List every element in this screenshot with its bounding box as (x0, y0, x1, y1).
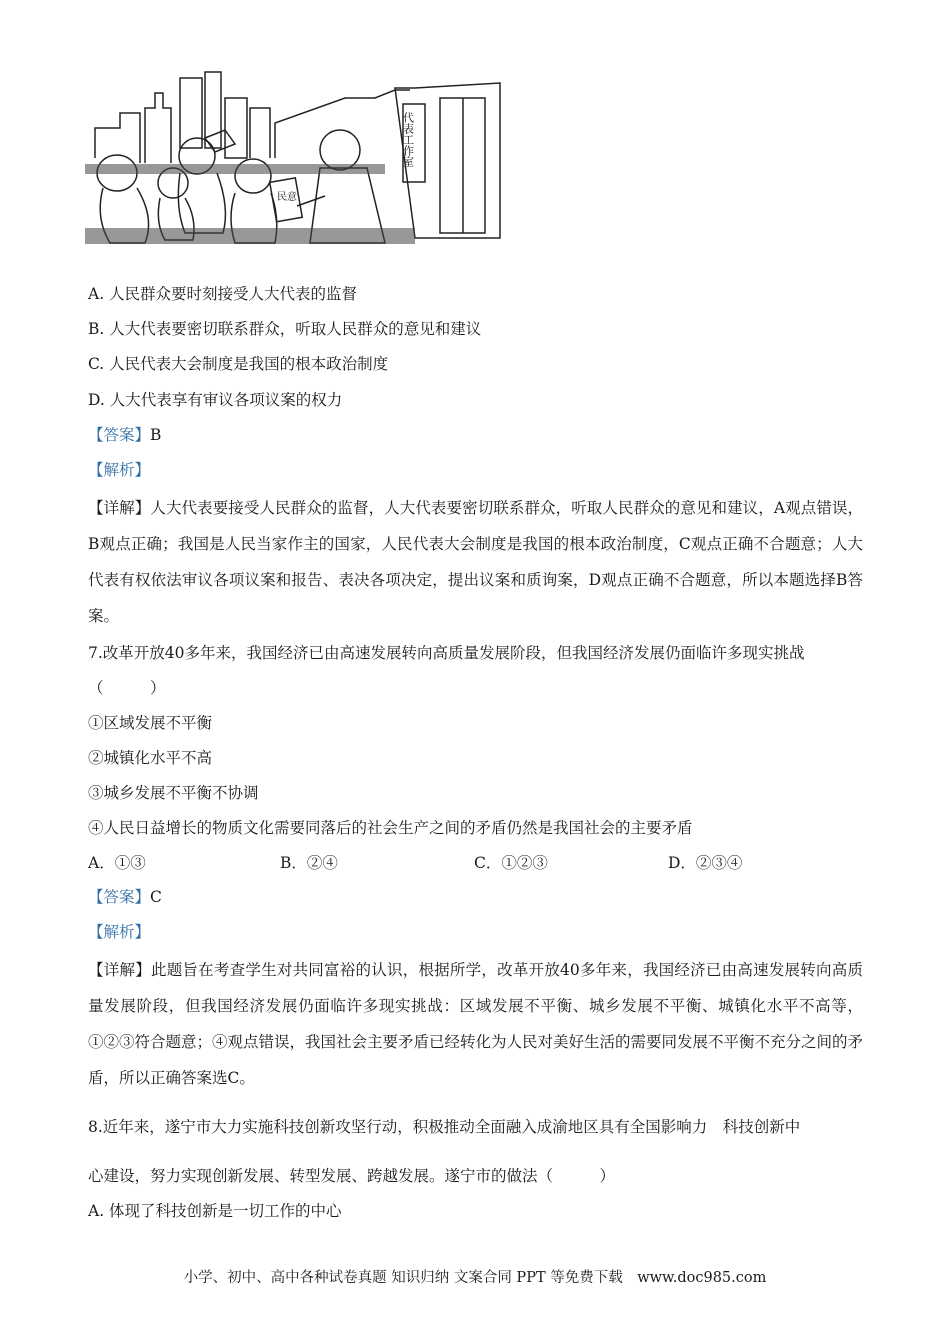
q6-option-c: C. 人民代表大会制度是我国的根本政治制度 (88, 355, 389, 373)
q7-analysis-tag (88, 925, 150, 941)
q8-option-a: A. 体现了科技创新是一切工作的中心 (88, 1202, 342, 1220)
q6-detail (88, 490, 863, 634)
q6-answer: B (150, 426, 162, 444)
q7-item-3: ③城乡发展不平衡不协调 (88, 784, 259, 802)
answer-tag: 【答案】 (88, 888, 151, 906)
q6-analysis-tag (88, 463, 150, 479)
q7-option-b: B．②④ (280, 854, 338, 872)
q8-stem-line1: 8.近年来，遂宁市大力实施科技创新攻坚行动，积极推动全面融入成渝地区具有全国影响力 科技创新中 (88, 1118, 801, 1136)
q6-option-d: D. 人大代表享有审议各项议案的权力 (88, 391, 343, 409)
q6-option-a: A. 人民群众要时刻接受人大代表的监督 (88, 285, 358, 303)
analysis-tag: 【解析】 (88, 461, 151, 479)
analysis-tag: 【解析】 (88, 923, 151, 941)
detail-tag: 【详解】 (88, 499, 151, 517)
page-footer: 小学、初中、高中各种试卷真题 知识归纳 文案合同 PPT 等免费下载 www.doc985.com (183, 1270, 767, 1286)
cartoon-illustration (85, 68, 505, 248)
q6-detail-text: 人大代表要接受人民群众的监督，人大代表要密切联系群众，听取人民群众的意见和建议，A观点错误，B观点正确；我国是人民当家作主的国家，人民代表大会制度是我国的根本政治制度，C观点正确不合题意；人大代表有权依法审议各项议案和报告、表决各项决定，提出议案和质询案，D观点正确不合题意，所以本题选择B答案。 (88, 499, 863, 625)
q7-stem: 7.改革开放40多年来，我国经济已由高速发展转向高质量发展阶段，但我国经济发展仍面临许多现实挑战 (88, 644, 805, 662)
q7-option-a: A．①③ (88, 854, 146, 872)
q7-detail (88, 952, 863, 1096)
q7-answer: C (150, 888, 162, 906)
answer-tag: 【答案】 (88, 426, 151, 444)
detail-tag: 【详解】 (88, 961, 151, 979)
q7-item-2: ②城镇化水平不高 (88, 749, 213, 767)
q7-paren: （ ） (88, 679, 166, 697)
q7-answer-row (88, 890, 162, 906)
q7-item-4: ④人民日益增长的物质文化需要同落后的社会生产之间的矛盾仍然是我国社会的主要矛盾 (88, 819, 693, 837)
q6-option-b: B. 人大代表要密切联系群众，听取人民群众的意见和建议 (88, 320, 482, 338)
q6-answer-row (88, 428, 161, 444)
q7-item-1: ①区域发展不平衡 (88, 714, 213, 732)
q7-option-d: D．②③④ (668, 854, 743, 872)
sign-text: 代表工作室 (401, 112, 415, 167)
q7-option-c: C．①②③ (474, 854, 548, 872)
q7-detail-text: 此题旨在考查学生对共同富裕的认识，根据所学，改革开放40多年来，我国经济已由高速发展转向高质量发展阶段，但我国经济发展仍面临许多现实挑战：区域发展不平衡、城乡发展不平衡、城镇化水平不高等，①②③符合题意；④观点错误，我国社会主要矛盾已经转化为人民对美好生活的需要同发展不平衡不充分之间的矛盾，所以正确答案选C。 (88, 961, 864, 1087)
q8-stem-line2: 心建设，努力实现创新发展、转型发展、跨越发展。遂宁市的做法（ ） (88, 1167, 616, 1185)
paper-text: 民意 (277, 192, 297, 203)
